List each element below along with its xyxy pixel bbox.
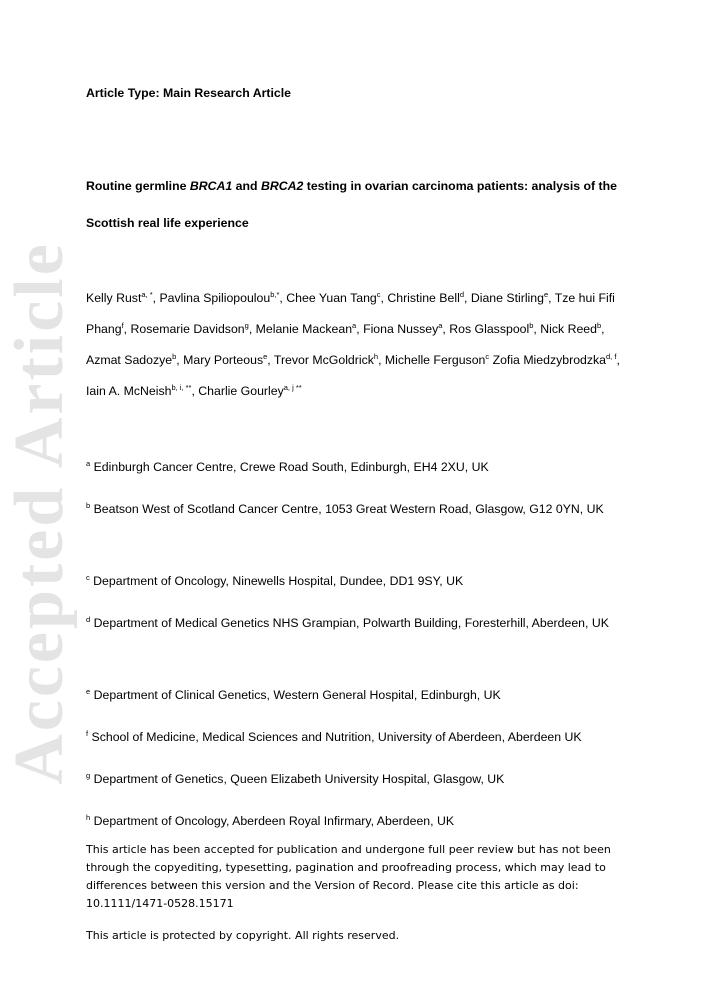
copyright-notice: This article is protected by copyright. All rights reserved. bbox=[86, 929, 400, 942]
affiliation bbox=[86, 764, 626, 795]
author bbox=[183, 353, 274, 367]
author-name: Kelly Rust bbox=[86, 291, 142, 305]
author-name: Iain A. McNeish bbox=[86, 384, 172, 398]
author-name: Fiona Nussey bbox=[363, 322, 439, 336]
article-title bbox=[86, 168, 626, 242]
author-affiliation-mark: g bbox=[244, 321, 249, 330]
gene-brca1: BRCA1 bbox=[189, 179, 233, 193]
author-name: Trevor McGoldrick bbox=[273, 353, 374, 367]
author-separator: , bbox=[191, 384, 199, 398]
author-name: Diane Stirling bbox=[470, 291, 544, 305]
author bbox=[493, 353, 620, 367]
affiliation-mark: b bbox=[86, 501, 91, 510]
author-separator: , bbox=[248, 322, 256, 336]
author-affiliation-mark: a, j ** bbox=[283, 383, 302, 392]
author-name: Rosemarie Davidson bbox=[130, 322, 245, 336]
affiliation-mark: h bbox=[86, 813, 91, 822]
author-affiliation-mark: h bbox=[373, 352, 379, 361]
author-name: Chee Yuan Tang bbox=[286, 291, 377, 305]
author-affiliation-mark: c bbox=[376, 290, 381, 299]
author-separator: , bbox=[533, 322, 541, 336]
author-name: Nick Reed bbox=[540, 322, 597, 336]
affiliation-text: Department of Clinical Genetics, Western General Hospital, Edinburgh, UK bbox=[93, 688, 501, 702]
author bbox=[198, 384, 301, 398]
title-part-1: Routine germline bbox=[86, 179, 190, 193]
affiliation-mark: g bbox=[86, 771, 91, 780]
author bbox=[159, 291, 286, 305]
affiliation bbox=[86, 566, 626, 597]
author-separator: , bbox=[279, 291, 287, 305]
author bbox=[385, 353, 493, 367]
author-separator: , bbox=[176, 353, 184, 367]
author-affiliation-mark: c bbox=[485, 352, 490, 361]
affiliation-mark: c bbox=[86, 573, 90, 582]
author-separator: , bbox=[123, 322, 131, 336]
gene-brca2: BRCA2 bbox=[260, 179, 304, 193]
affiliation bbox=[86, 680, 626, 711]
author-name: Melanie Mackean bbox=[255, 322, 353, 336]
author-name: Pavlina Spiliopoulou bbox=[159, 291, 271, 305]
title-part-3: testing in ovarian carcinoma patients: analysis of the Scottish real life experience bbox=[86, 179, 617, 230]
author bbox=[86, 353, 183, 367]
author-affiliation-mark: a, * bbox=[141, 290, 153, 299]
author-name: Tze hui Fifi Phang bbox=[86, 291, 615, 336]
author-affiliation-mark: b bbox=[172, 352, 177, 361]
affiliation bbox=[86, 608, 626, 639]
affiliation-text: Department of Medical Genetics NHS Grampian, Polwarth Building, Foresterhill, Aberdeen, UK bbox=[93, 616, 609, 630]
affiliation-text: Department of Oncology, Aberdeen Royal Infirmary, Aberdeen, UK bbox=[93, 814, 455, 828]
affiliation bbox=[86, 806, 626, 837]
author-name: Christine Bell bbox=[387, 291, 460, 305]
author bbox=[471, 291, 555, 305]
author bbox=[540, 322, 604, 336]
author-separator: , bbox=[463, 291, 471, 305]
author bbox=[274, 353, 385, 367]
author-name: Azmat Sadozye bbox=[86, 353, 173, 367]
author-affiliation-mark: a bbox=[352, 321, 357, 330]
author bbox=[286, 291, 387, 305]
affiliation-mark: f bbox=[86, 729, 89, 738]
author-name: Mary Porteous bbox=[183, 353, 264, 367]
author-affiliation-mark: b, i, ** bbox=[171, 383, 192, 392]
affiliation-text: Department of Oncology, Ninewells Hospital, Dundee, DD1 9SY, UK bbox=[93, 574, 464, 588]
author-separator: , bbox=[356, 322, 364, 336]
author bbox=[387, 291, 470, 305]
author-separator: , bbox=[378, 353, 385, 367]
author-separator: , bbox=[548, 291, 555, 305]
affiliation bbox=[86, 452, 626, 483]
author-affiliation-mark: f bbox=[121, 321, 124, 330]
author-affiliation-mark: d bbox=[459, 290, 464, 299]
author-separator: , bbox=[601, 322, 605, 336]
author-affiliation-mark: e bbox=[263, 352, 268, 361]
author bbox=[86, 384, 198, 398]
affiliation bbox=[86, 722, 626, 753]
author-separator: , bbox=[442, 322, 450, 336]
author bbox=[256, 322, 363, 336]
author-name: Charlie Gourley bbox=[198, 384, 284, 398]
author-affiliation-mark: e bbox=[543, 290, 549, 299]
accepted-article-watermark bbox=[1, 136, 79, 890]
author-name: Zofia Miedzybrodzka bbox=[492, 353, 607, 367]
author-affiliation-mark: b bbox=[529, 321, 534, 330]
article-type: Article Type: Main Research Article bbox=[86, 86, 292, 100]
author-name: Ros Glasspool bbox=[449, 322, 530, 336]
author-name: Michelle Ferguson bbox=[384, 353, 486, 367]
author-separator: , bbox=[616, 353, 620, 367]
author-affiliation-mark: d, f bbox=[606, 352, 617, 361]
author-affiliation-mark: a bbox=[438, 321, 443, 330]
author-affiliation-mark: b,* bbox=[270, 290, 280, 299]
author-separator: , bbox=[152, 291, 160, 305]
author-separator: , bbox=[380, 291, 388, 305]
watermark-text: Accepted Article bbox=[1, 241, 79, 785]
author-affiliation-mark: b bbox=[596, 321, 602, 330]
affiliation-text: School of Medicine, Medical Sciences and Nutrition, University of Aberdeen, Aberdeen UK bbox=[91, 730, 582, 744]
acceptance-notice: This article has been accepted for publication and undergone full peer review but has not been through the copyediting, typesetting, pagination and proofreading process, which may lead to differences between this version and the Version of Record. Please cite this article as doi: 10.1111/1471-0528.15171 bbox=[86, 843, 611, 910]
affiliation-mark: d bbox=[86, 615, 91, 624]
author bbox=[131, 322, 256, 336]
affiliation-text: Department of Genetics, Queen Elizabeth University Hospital, Glasgow, UK bbox=[93, 772, 505, 786]
author-list bbox=[86, 283, 626, 407]
affiliation-mark: a bbox=[86, 459, 91, 468]
author bbox=[86, 291, 159, 305]
affiliation bbox=[86, 494, 626, 525]
title-part-2: and bbox=[232, 179, 261, 193]
author bbox=[363, 322, 449, 336]
affiliation-text: Beatson West of Scotland Cancer Centre, 1053 Great Western Road, Glasgow, G12 0YN, UK bbox=[93, 502, 604, 516]
author bbox=[449, 322, 540, 336]
affiliation-mark: e bbox=[86, 687, 91, 696]
affiliation-text: Edinburgh Cancer Centre, Crewe Road South, Edinburgh, EH4 2XU, UK bbox=[93, 460, 489, 474]
author-separator: , bbox=[267, 353, 274, 367]
